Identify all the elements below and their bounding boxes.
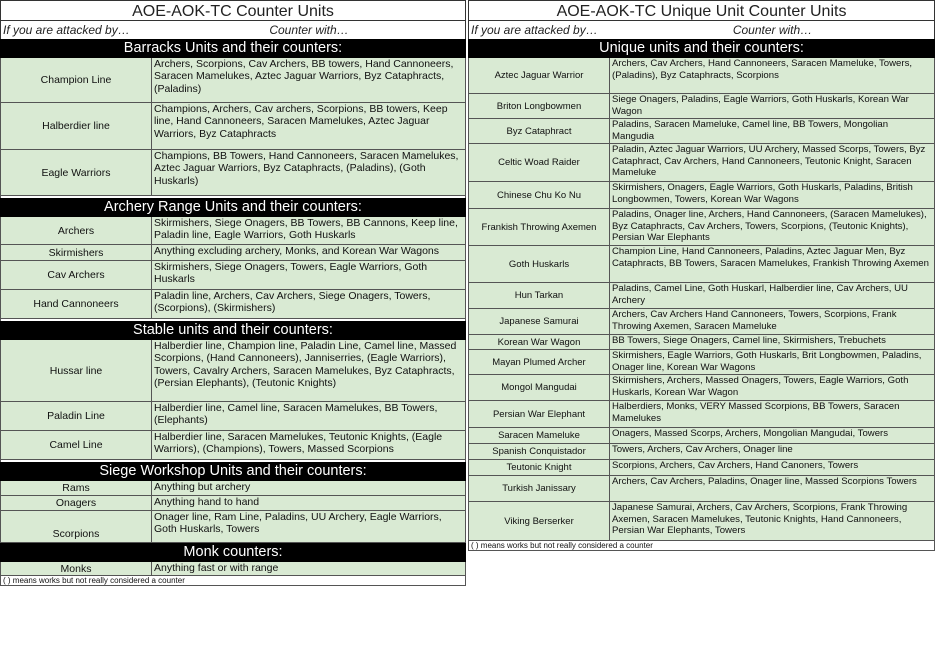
table-row	[468, 144, 935, 182]
counter-text: Paladins, Onager line, Archers, Hand Cannoneers, (Saracen Mamelukes), Byz Cataphracts, Cav Archers, Towers, Scorpions, (Teutonic Knights), Persian War Elephants	[612, 209, 927, 244]
table-row	[0, 496, 466, 511]
counter-text: Skirmishers, Siege Onagers, BB Towers, BB Cannons, Keep line, Paladin line, Eagle Warriors, Goth Huskarls	[154, 217, 458, 242]
unit-name: Japanese Samurai	[469, 309, 610, 334]
table-row	[468, 283, 935, 309]
table-row	[0, 58, 466, 103]
panel-title: AOE-AOK-TC Counter Units	[0, 0, 466, 21]
table-row	[0, 511, 466, 543]
section-heading-unique: Unique units and their counters:	[468, 39, 935, 58]
unit-name: Mayan Plumed Archer	[469, 350, 610, 374]
unit-name: Saracen Mameluke	[469, 428, 610, 443]
unique-unit-counter-panel	[468, 0, 935, 551]
counter-text: Skirmishers, Archers, Massed Onagers, Towers, Eagle Warriors, Goth Huskarls, Korean War Wagon	[612, 375, 909, 398]
unit-name: Onagers	[1, 496, 152, 510]
unit-name: Hussar line	[1, 340, 152, 401]
unit-name: Aztec Jaguar Warrior	[469, 58, 610, 93]
unit-name: Celtic Woad Raider	[469, 144, 610, 181]
table-row	[468, 444, 935, 460]
table-row	[0, 402, 466, 431]
counter-text: Skirmishers, Siege Onagers, Towers, Eagle Warriors, Goth Huskarls	[154, 261, 428, 286]
counter-text: Anything hand to hand	[154, 496, 260, 508]
unit-name: Viking Berserker	[469, 502, 610, 540]
table-row	[0, 290, 466, 319]
unit-name: Turkish Janissary	[469, 476, 610, 501]
counter-units-panel	[0, 0, 466, 586]
counter-text: Halberdier line, Champion line, Paladin Line, Camel line, Massed Scorpions, (Hand Cannoneers), Janniserries, (Eagle Warriors), Towers, Cavalry Archers, Saracen Mamelukes, Byz Cataphracts, (Persian Elephants), (Teutonic Knights)	[154, 340, 457, 390]
counter-text: Towers, Archers, Cav Archers, Onager line	[612, 444, 793, 455]
unit-name: Camel Line	[1, 431, 152, 459]
counter-text: Archers, Cav Archers, Hand Cannoneers, Saracen Mameluke, Towers, (Paladins), Byz Cataphracts, Scorpions	[612, 58, 913, 81]
counter-text: Anything excluding archery, Monks, and Korean War Wagons	[154, 245, 440, 257]
panel-title: AOE-AOK-TC Unique Unit Counter Units	[468, 0, 935, 21]
footnote: ( ) means works but not really considered a counter	[0, 576, 466, 586]
table-row	[0, 481, 466, 496]
counter-text: Scorpions, Archers, Cav Archers, Hand Canoners, Towers	[612, 460, 859, 471]
table-row	[468, 401, 935, 428]
unit-name: Champion Line	[1, 58, 152, 102]
counter-text: Paladin, Aztec Jaguar Warriors, UU Archery, Massed Scorps, Towers, Byz Cataphract, Cav Archers, Hand Cannoneers, Teutonic Knight, Saracen Mameluke	[612, 144, 926, 179]
unit-name: Cav Archers	[1, 261, 152, 289]
table-row	[468, 476, 935, 502]
unit-name: Persian War Elephant	[469, 401, 610, 427]
footnote: ( ) means works but not really considered a counter	[468, 541, 935, 551]
table-row	[468, 375, 935, 401]
table-row	[0, 103, 466, 150]
table-row	[468, 428, 935, 444]
table-row	[468, 246, 935, 283]
counter-with-header: Counter with…	[732, 23, 813, 37]
counter-text: Champions, BB Towers, Hand Cannoneers, Saracen Mamelukes, Aztec Jaguar Warriors, Byz Cataphracts, (Paladins), (Goth Huskarls)	[154, 150, 459, 187]
counter-text: Halberdier line, Saracen Mamelukes, Teutonic Knights, (Eagle Warriors), (Champions), Towers, Massed Scorpions	[154, 431, 443, 456]
table-row	[0, 261, 466, 290]
unit-name: Eagle Warriors	[1, 150, 152, 195]
unit-name: Hun Tarkan	[469, 283, 610, 308]
counter-text: Archers, Cav Archers Hand Cannoneers, Towers, Scorpions, Frank Throwing Axemen, Saracen Mameluke	[612, 309, 897, 332]
unit-name: Skirmishers	[1, 245, 152, 260]
counter-text: Paladin line, Archers, Cav Archers, Siege Onagers, Towers, (Scorpions), (Skirmishers)	[154, 290, 431, 315]
counter-text: Siege Onagers, Paladins, Eagle Warriors, Goth Huskarls, Korean War Wagon	[612, 94, 909, 117]
table-row	[0, 340, 466, 402]
table-row	[468, 502, 935, 541]
unit-name: Goth Huskarls	[469, 246, 610, 282]
table-row	[468, 335, 935, 350]
unit-name: Paladin Line	[1, 402, 152, 430]
section-heading-barracks: Barracks Units and their counters:	[0, 39, 466, 58]
counter-text: Champion Line, Hand Cannoneers, Paladins, Aztec Jaguar Men, Byz Cataphracts, BB Towers, Saracen Mamelukes, Frankish Throwing Axemen	[612, 246, 929, 269]
counter-text: Halberdier line, Camel line, Saracen Mamelukes, BB Towers, (Elephants)	[154, 402, 438, 427]
counter-text: Paladins, Saracen Mameluke, Camel line, BB Towers, Mongolian Mangudia	[612, 119, 889, 142]
table-row	[0, 431, 466, 460]
table-row	[0, 562, 466, 576]
section-heading-monk: Monk counters:	[0, 543, 466, 562]
counter-with-header: Counter with…	[269, 23, 349, 37]
counter-text: Paladins, Camel Line, Goth Huskarl, Halberdier line, Cav Archers, UU Archery	[612, 283, 908, 306]
counter-text: Anything fast or with range	[154, 562, 279, 574]
unit-name: Scorpions	[1, 511, 152, 542]
unit-name: Frankish Throwing Axemen	[469, 209, 610, 245]
table-row	[0, 245, 466, 261]
counter-text: Anything but archery	[154, 481, 251, 493]
table-row	[0, 217, 466, 245]
unit-name: Monks	[1, 562, 152, 575]
table-row	[468, 209, 935, 246]
table-row	[468, 58, 935, 94]
counter-text: Halberdiers, Monks, VERY Massed Scorpions, BB Towers, Saracen Mamelukes	[612, 401, 900, 424]
counter-text: Skirmishers, Eagle Warriors, Goth Huskarls, Brit Longbowmen, Paladins, Onager line, Korean War Wagons	[612, 350, 922, 373]
unit-name: Spanish Conquistador	[469, 444, 610, 459]
counter-text: Archers, Scorpions, Cav Archers, BB towers, Hand Cannoneers, Saracen Mamelukes, Aztec Jaguar Warriors, Byz Cataphracts, (Paladins)	[154, 58, 454, 95]
unit-name: Briton Longbowmen	[469, 94, 610, 118]
unit-name: Halberdier line	[1, 103, 152, 149]
table-row	[468, 460, 935, 476]
counter-text: Skirmishers, Onagers, Eagle Warriors, Goth Huskarls, Paladins, British Longbowmen, Towers, Korean War Wagons	[612, 182, 913, 205]
counter-text: Archers, Cav Archers, Paladins, Onager line, Massed Scorpions Towers	[612, 476, 917, 487]
attacked-by-header: If you are attacked by…	[3, 23, 130, 37]
unit-name: Archers	[1, 217, 152, 244]
table-row	[468, 94, 935, 119]
unit-name: Chinese Chu Ko Nu	[469, 182, 610, 208]
unit-name: Hand Cannoneers	[1, 290, 152, 318]
section-heading-stable: Stable units and their counters:	[0, 321, 466, 340]
counter-text: BB Towers, Siege Onagers, Camel line, Skirmishers, Trebuchets	[612, 335, 886, 346]
counter-text: Champions, Archers, Cav archers, Scorpions, BB towers, Keep line, Hand Cannoneers, Saracen Mamelukes, Aztec Jaguar Warriors, Byz Cataphracts	[154, 103, 448, 140]
unit-name: Teutonic Knight	[469, 460, 610, 475]
counter-text: Onager line, Ram Line, Paladins, UU Archery, Eagle Warriors, Goth Huskarls, Towers	[154, 511, 442, 536]
section-heading-siege: Siege Workshop Units and their counters:	[0, 462, 466, 481]
column-header-row	[468, 21, 935, 39]
counter-text: Onagers, Massed Scorps, Archers, Mongolian Mangudai, Towers	[612, 428, 889, 439]
counter-text: Japanese Samurai, Archers, Cav Archers, Scorpions, Frank Throwing Axemen, Saracen Mamelukes, Teutonic Knights, Hand Cannoneers, Persian War Elephants, Towers	[612, 502, 908, 537]
table-row	[468, 350, 935, 375]
table-row	[468, 309, 935, 335]
table-row	[468, 182, 935, 209]
unit-name: Mongol Mangudai	[469, 375, 610, 400]
column-header-row	[0, 21, 466, 39]
unit-name: Rams	[1, 481, 152, 495]
unit-name: Korean War Wagon	[469, 335, 610, 349]
unit-name: Byz Cataphract	[469, 119, 610, 143]
attacked-by-header: If you are attacked by…	[471, 23, 598, 37]
section-heading-archery: Archery Range Units and their counters:	[0, 198, 466, 217]
table-row	[468, 119, 935, 144]
table-row	[0, 150, 466, 196]
